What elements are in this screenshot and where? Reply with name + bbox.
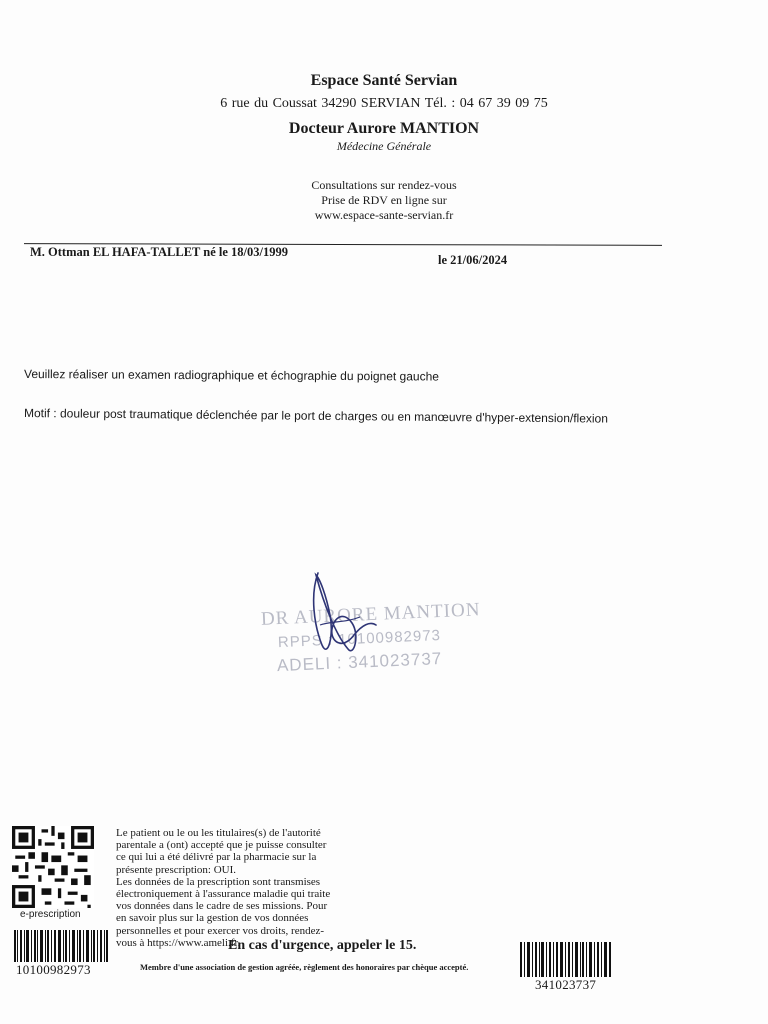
prescription-date: le 21/06/2024 [438, 253, 508, 267]
prescription-instruction: Veuillez réaliser un examen radiographique et échographie du poignet gauche [23, 367, 440, 384]
website-link[interactable]: www.espace-sante-servian.fr [314, 208, 454, 222]
rpps-barcode [14, 930, 108, 962]
consent-line: ce qui lui a été délivré par la pharmacie sur la [116, 851, 317, 864]
doctor-name: Docteur Aurore MANTION [288, 120, 480, 137]
association-notice: Membre d'une association de gestion agréée, règlement des honoraires par chèque accepté. [140, 962, 469, 972]
stamp-rpps: RPPS : 10100982973 [277, 626, 442, 652]
consent-line: personnelles et pour exercer vos droits, rendez- [116, 924, 325, 937]
consent-line: présente prescription: OUI. [116, 863, 237, 876]
consent-notice [116, 827, 356, 949]
consent-line: Les données de la prescription sont transmises [116, 875, 321, 888]
stamp-adeli: ADELI : 341023737 [276, 648, 443, 676]
qr-label: e-prescription [20, 909, 81, 920]
doctor-specialty: Médecine Générale [336, 139, 432, 153]
adeli-barcode [520, 942, 612, 977]
consent-line: Le patient ou le ou les titulaires(s) de l'autorité [116, 827, 321, 839]
online-booking-info: Prise de RDV en ligne sur [321, 193, 447, 207]
rpps-number: 10100982973 [16, 962, 91, 977]
consultation-info: Consultations sur rendez-vous [311, 178, 457, 192]
prescription-motif: Motif : douleur post traumatique déclenchée par le port de charges ou en manœuvre d'hyper-extension/flexion [23, 406, 609, 426]
adeli-number: 341023737 [535, 977, 597, 992]
consent-line[interactable]: vous à https://www.ameli.fr. [116, 936, 241, 949]
clinic-address: 6 rue du Coussat 34290 SERVIAN Tél. : 04 67 39 09 75 [220, 96, 548, 111]
stamp-doctor-name: DR AURORE MANTION [260, 599, 481, 630]
patient-identity: M. Ottman EL HAFA-TALLET né le 18/03/1999 [30, 245, 288, 259]
clinic-name: Espace Santé Servian [310, 72, 458, 89]
consent-line: en savoir plus sur la gestion de vos données [116, 912, 309, 925]
consent-line: vos données dans le cadre de ses missions. Pour [116, 900, 328, 913]
emergency-notice: En cas d'urgence, appeler le 15. [228, 938, 417, 953]
consent-line: électroniquement à l'assurance maladie qui traite [116, 888, 331, 901]
e-prescription-qr-code [12, 826, 94, 908]
consent-line: parentale a (ont) accepté que je puisse consulter [116, 839, 327, 852]
signature [290, 565, 380, 665]
